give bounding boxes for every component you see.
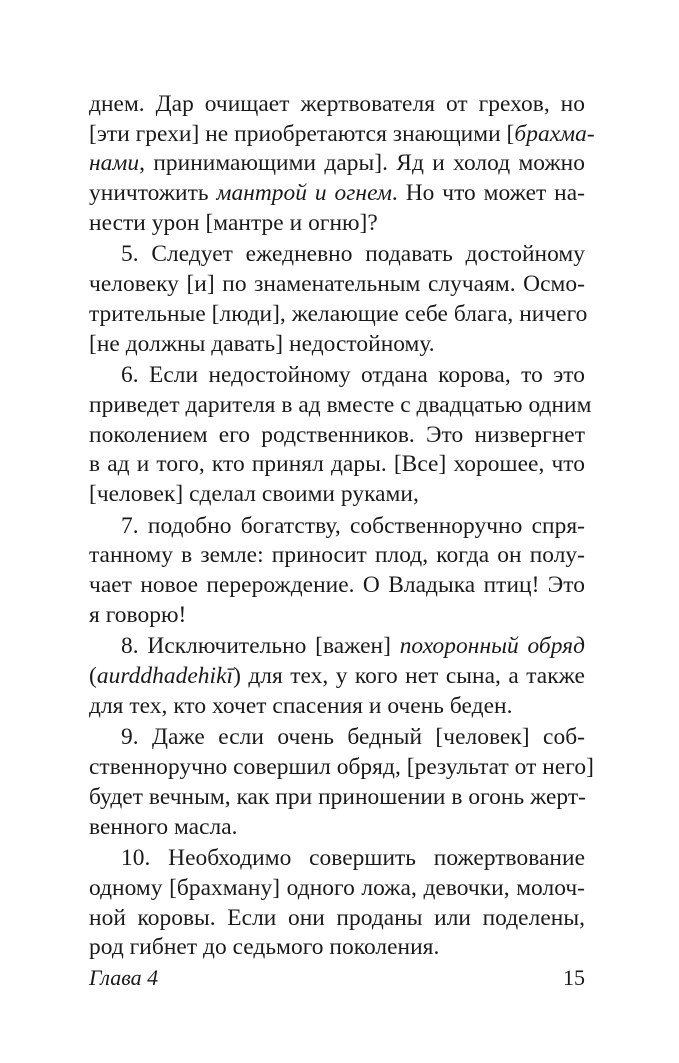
text-run: одному [брахману] одного ложа, девочки, молоч- xyxy=(89,874,585,901)
text-run: венного масла. xyxy=(89,813,238,840)
text-run: в ад и того, кто принял дары. [Все] хорошее, что xyxy=(89,451,585,478)
text-line xyxy=(89,571,585,601)
text-line xyxy=(89,149,585,179)
italic-text-run: мантрой и огнем xyxy=(216,180,392,207)
text-line xyxy=(89,933,585,963)
text-line xyxy=(89,361,585,391)
text-run: приведет дарителя в ад вместе с двадцатью одним xyxy=(89,391,592,418)
text-line xyxy=(89,421,585,451)
text-run: ( xyxy=(89,663,97,690)
text-line xyxy=(89,330,585,360)
text-run: [человек] сделал своими руками, xyxy=(89,480,419,507)
text-line xyxy=(89,753,594,783)
running-footer-chapter: Глава 4 xyxy=(89,965,159,990)
text-run: человеку [и] по знаменательным случаям. Осмо- xyxy=(89,271,585,298)
text-line xyxy=(89,874,585,904)
text-line xyxy=(89,512,585,542)
text-run: я говорю! xyxy=(89,601,187,628)
italic-text-run: нами xyxy=(89,150,140,177)
text-run: 6. Если недостойному отдана корова, то это xyxy=(121,362,585,389)
text-run: чает новое перерождение. О Владыка птиц! Это xyxy=(89,572,585,598)
text-run: будет вечным, как при приношении в огонь жерт- xyxy=(89,783,586,810)
text-run: 5. Следует ежедневно подавать достойному xyxy=(121,241,585,268)
text-run: для тех, кто хочет спасения и очень беден. xyxy=(89,692,513,719)
text-run: 7. подобно богатству, собственноручно спря- xyxy=(121,512,585,539)
text-line xyxy=(89,120,595,150)
text-run: ственноручно совершил обряд, [результат от него] xyxy=(89,754,594,781)
text-run: 8. Исключительно [важен] xyxy=(121,633,400,660)
text-run: танному в земле: приносит плод, когда он полу- xyxy=(89,542,585,569)
text-line xyxy=(89,692,585,722)
text-run: ной коровы. Если они проданы или поделены, xyxy=(89,904,585,931)
italic-text-run: aurddhadehikī xyxy=(96,663,234,690)
text-line xyxy=(89,813,585,843)
text-line xyxy=(89,450,585,480)
text-line xyxy=(89,270,585,300)
text-line xyxy=(89,723,585,753)
text-line xyxy=(89,662,585,692)
text-line xyxy=(89,240,585,270)
text-line xyxy=(89,601,585,631)
text-line xyxy=(89,480,585,510)
text-run: 9. Даже если очень бедный [человек] соб- xyxy=(121,724,585,751)
text-line xyxy=(89,632,585,662)
text-line xyxy=(89,179,585,209)
text-run: род гибнет до седьмого поколения. xyxy=(89,934,440,961)
text-line xyxy=(89,541,585,571)
text-run: ) для тех, у кого нет сына, а также xyxy=(233,663,585,690)
page-number: 15 xyxy=(563,965,585,990)
italic-text-run: похоронный обряд xyxy=(399,633,585,660)
page-body xyxy=(89,90,595,963)
text-line xyxy=(89,904,585,934)
text-line xyxy=(89,90,585,120)
text-run: 10. Необходимо совершить пожертвование xyxy=(121,845,585,872)
text-run: уничтожить xyxy=(89,180,217,207)
text-run: поколением его родственников. Это низвергнет xyxy=(89,421,585,448)
text-run: днем. Дар очищает жертвователя от грехов, но xyxy=(89,91,585,117)
text-line xyxy=(89,391,592,421)
text-line xyxy=(89,300,588,330)
text-run: нести урон [мантре и огню]? xyxy=(89,209,378,236)
text-line xyxy=(89,209,585,239)
text-run: , принимающими дары]. Яд и холод можно xyxy=(139,150,585,177)
text-run: [не должны давать] недостойному. xyxy=(89,330,435,357)
italic-text-run: брахма- xyxy=(514,120,595,147)
text-line xyxy=(89,844,585,874)
text-run: [эти грехи] не приобретаются знающими [ xyxy=(89,120,515,147)
text-run: . Но что может на- xyxy=(391,180,585,207)
text-line xyxy=(89,783,585,813)
text-run: трительные [люди], желающие себе блага, ничего xyxy=(89,300,588,327)
